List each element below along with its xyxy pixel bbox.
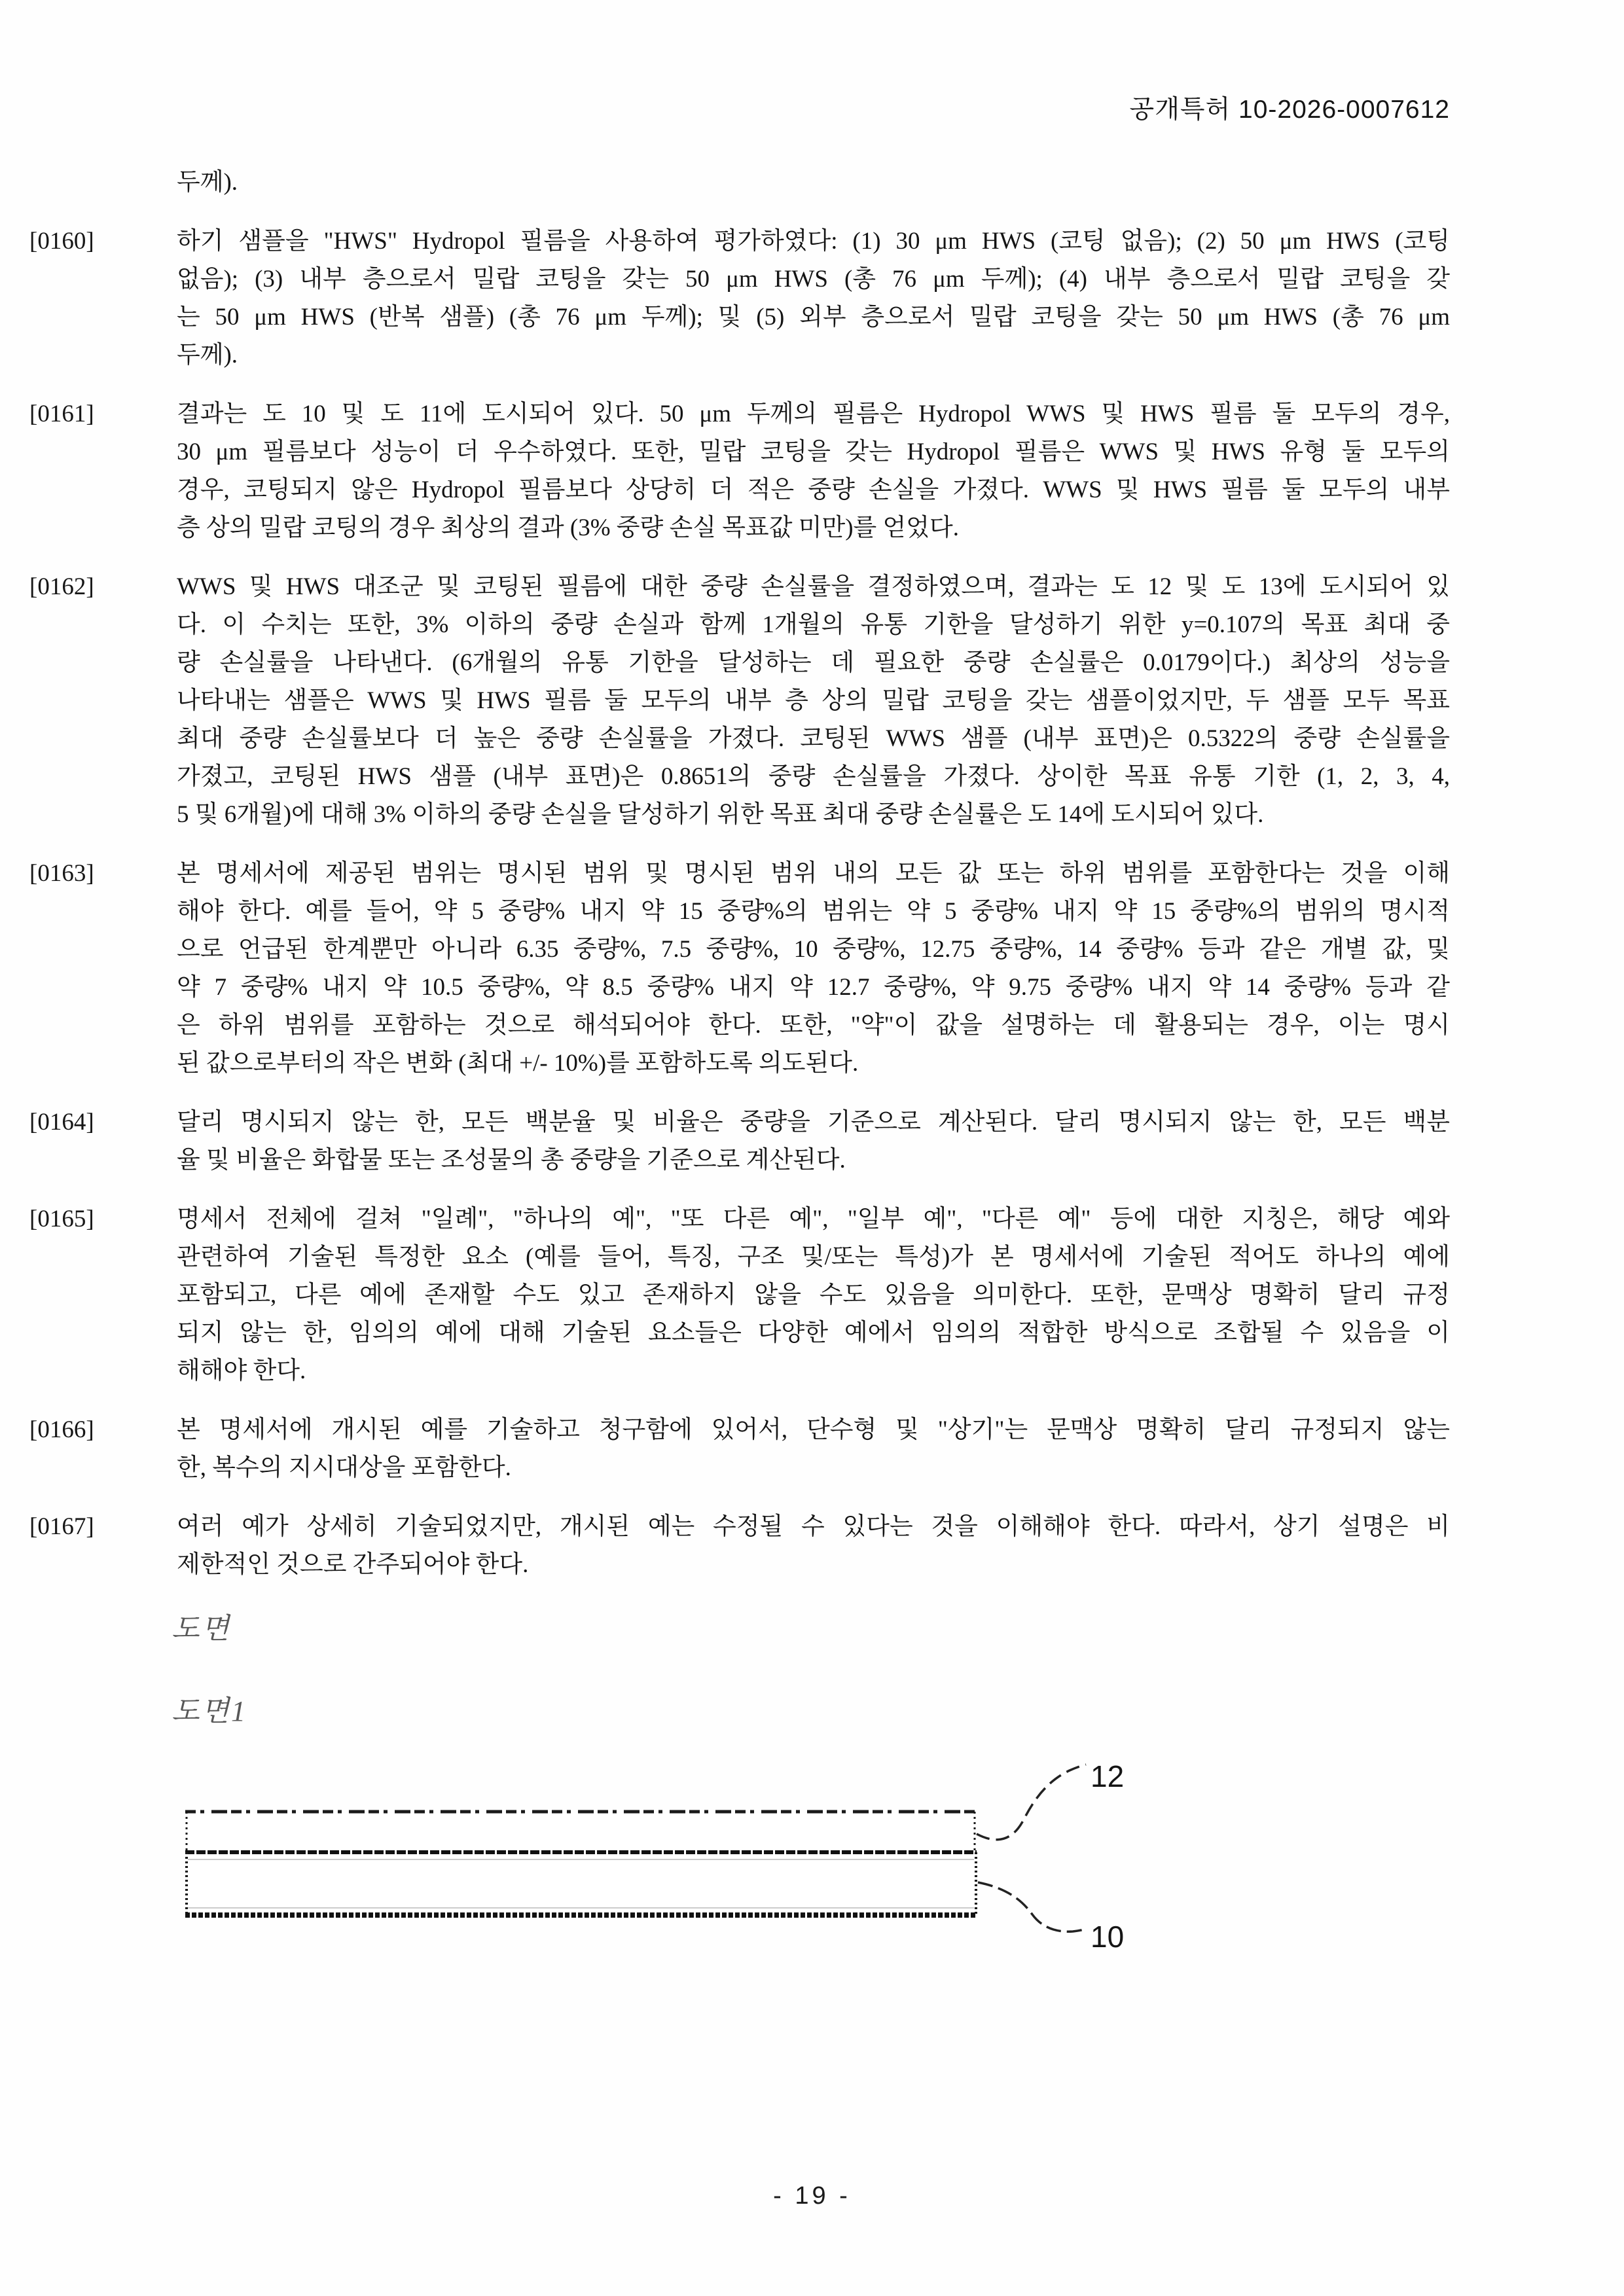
paragraph	[29, 1200, 1450, 1390]
paragraph-line: 량 손실률을 나타낸다. (6개월의 유통 기한을 달성하는 데 필요한 중량 손실률은 0.0179이다.) 최상의 성능을	[177, 649, 1450, 676]
paragraph	[29, 1411, 1450, 1487]
paragraph-line: 본 명세서에 제공된 범위는 명시된 범위 및 명시된 범위 내의 모든 값 또는 하위 범위를 포함한다는 것을 이해	[177, 860, 1450, 887]
paragraph-text	[177, 223, 1450, 374]
paragraph-text	[177, 164, 1450, 202]
paragraph	[29, 1508, 1450, 1584]
paragraph-number: [0162]	[29, 573, 94, 600]
paragraph-text	[177, 568, 1450, 834]
paragraph-line: 30 μm 필름보다 성능이 더 우수하였다. 또한, 밀랍 코팅을 갖는 Hydropol 필름은 WWS 및 HWS 유형 둘 모두의	[177, 439, 1450, 465]
paragraph-line: 되지 않는 한, 임의의 예에 대해 기술된 요소들은 다양한 예에서 임의의 적합한 방식으로 조합될 수 있음을 이	[177, 1319, 1450, 1346]
paragraph-line: 명세서 전체에 걸쳐 "일례", "하나의 예", "또 다른 예", "일부 예", "다른 예" 등에 대한 지칭은, 해당 예와	[177, 1206, 1450, 1232]
paragraph-line: 두께).	[177, 342, 238, 368]
paragraph-line: 5 및 6개월)에 대해 3% 이하의 중량 손실을 달성하기 위한 목표 최대 중량 손실률은 도 14에 도시되어 있다.	[177, 801, 1264, 828]
page-number: - 19 -	[773, 2182, 851, 2210]
paragraph-line: WWS 및 HWS 대조군 및 코팅된 필름에 대한 중량 손실률을 결정하였으며, 결과는 도 12 및 도 13에 도시되어 있	[177, 573, 1450, 600]
paragraph	[29, 568, 1450, 834]
paragraph-line: 없음); (3) 내부 층으로서 밀랍 코팅을 갖는 50 μm HWS (총 76 μm 두께); (4) 내부 층으로서 밀랍 코팅을 갖	[177, 266, 1450, 293]
paragraph	[29, 855, 1450, 1083]
paragraph-line: 한, 복수의 지시대상을 포함한다.	[177, 1454, 511, 1481]
paragraph-number: [0167]	[29, 1513, 94, 1540]
paragraph	[29, 1103, 1450, 1179]
paragraph	[29, 223, 1450, 374]
paragraph-line: 달리 명시되지 않는 한, 모든 백분율 및 비율은 중량을 기준으로 계산된다. 달리 명시되지 않는 한, 모든 백분	[177, 1109, 1450, 1136]
paragraph-number: [0166]	[29, 1416, 94, 1443]
paragraph-line: 결과는 도 10 및 도 11에 도시되어 있다. 50 μm 두께의 필름은 Hydropol WWS 및 HWS 필름 둘 모두의 경우,	[177, 401, 1450, 427]
paragraph-line: 포함되고, 다른 예에 존재할 수도 있고 존재하지 않을 수도 있음을 의미한다. 또한, 문맥상 명확히 달리 규정	[177, 1282, 1450, 1308]
paragraph-text	[177, 395, 1450, 547]
paragraph-text	[177, 1103, 1450, 1179]
figure1-layer-drawing	[131, 1702, 1244, 1996]
paragraph-line: 해해야 한다.	[177, 1357, 306, 1384]
paragraph-line: 층 상의 밀랍 코팅의 경우 최상의 결과 (3% 중량 손실 목표값 미만)를 얻었다.	[177, 514, 959, 541]
paragraph-line: 율 및 비율은 화합물 또는 조성물의 총 중량을 기준으로 계산된다.	[177, 1147, 846, 1174]
paragraph-line: 두께).	[177, 169, 238, 196]
paragraph-list	[29, 164, 1450, 1605]
publication-number: 공개특허 10-2026-0007612	[1129, 96, 1450, 124]
figure1-label: 도면1	[171, 1695, 248, 1727]
paragraph-line: 나타내는 샘플은 WWS 및 HWS 필름 둘 모두의 내부 층 상의 밀랍 코팅을 갖는 샘플이었지만, 두 샘플 모두 목표	[177, 687, 1450, 714]
paragraph-text	[177, 1411, 1450, 1487]
paragraph-number: [0163]	[29, 860, 94, 887]
paragraph-number: [0160]	[29, 228, 94, 255]
paragraph-number: [0165]	[29, 1206, 94, 1232]
paragraph-line: 최대 중량 손실률보다 더 높은 중량 손실률을 가졌다. 코팅된 WWS 샘플 (내부 표면)은 0.5322의 중량 손실률을	[177, 725, 1450, 752]
paragraph-line: 된 값으로부터의 작은 변화 (최대 +/- 10%)를 포함하도록 의도된다.	[177, 1050, 859, 1077]
paragraph-number: [0161]	[29, 401, 94, 427]
paragraph-text	[177, 855, 1450, 1083]
paragraph-number: [0164]	[29, 1109, 94, 1136]
paragraph-line: 해야 한다. 예를 들어, 약 5 중량% 내지 약 15 중량%의 범위는 약 5 중량% 내지 약 15 중량%의 범위의 명시적	[177, 898, 1450, 925]
paragraph-line: 하기 샘플을 "HWS" Hydropol 필름을 사용하여 평가하였다: (1) 30 μm HWS (코팅 없음); (2) 50 μm HWS (코팅	[177, 228, 1450, 255]
paragraph-line: 경우, 코팅되지 않은 Hydropol 필름보다 상당히 더 적은 중량 손실을 가졌다. WWS 및 HWS 필름 둘 모두의 내부	[177, 476, 1450, 503]
paragraph-line: 다. 이 수치는 또한, 3% 이하의 중량 손실과 함께 1개월의 유통 기한을 달성하기 위한 y=0.107의 목표 최대 중	[177, 611, 1450, 638]
paragraph-line: 여러 예가 상세히 기술되었지만, 개시된 예는 수정될 수 있다는 것을 이해해야 한다. 따라서, 상기 설명은 비	[177, 1513, 1450, 1540]
paragraph-line: 제한적인 것으로 간주되어야 한다.	[177, 1551, 529, 1578]
paragraph-line: 약 7 중량% 내지 약 10.5 중량%, 약 8.5 중량% 내지 약 12.7 중량%, 약 9.75 중량% 내지 약 14 중량% 등과 같	[177, 974, 1450, 1001]
paragraph	[29, 395, 1450, 547]
leader-line-10	[978, 1882, 1086, 1931]
paragraph-line: 으로 언급된 한계뿐만 아니라 6.35 중량%, 7.5 중량%, 10 중량%, 12.75 중량%, 14 중량% 등과 같은 개별 값, 및	[177, 936, 1450, 963]
figure-body	[187, 1813, 975, 1914]
ref-numeral-10: 10	[1091, 1920, 1125, 1954]
paragraph-line: 본 명세서에 개시된 예를 기술하고 청구함에 있어서, 단수형 및 "상기"는 문맥상 명확히 달리 규정되지 않는	[177, 1416, 1450, 1443]
paragraph-line: 가졌고, 코팅된 HWS 샘플 (내부 표면)은 0.8651의 중량 손실률을 가졌다. 상이한 목표 유통 기한 (1, 2, 3, 4,	[177, 763, 1450, 790]
paragraph-line: 는 50 μm HWS (반복 샘플) (총 76 μm 두께); 및 (5) 외부 층으로서 밀랍 코팅을 갖는 50 μm HWS (총 76 μm	[177, 304, 1450, 331]
ref-numeral-12: 12	[1091, 1759, 1125, 1793]
paragraph	[29, 164, 1450, 202]
leader-line-12	[977, 1765, 1086, 1840]
paragraph-line: 관련하여 기술된 특정한 요소 (예를 들어, 특징, 구조 및/또는 특성)가 본 명세서에 기술된 적어도 하나의 예에	[177, 1244, 1450, 1270]
paragraph-line: 은 하위 범위를 포함하는 것으로 해석되어야 한다. 또한, "약"이 값을 설명하는 데 활용되는 경우, 이는 명시	[177, 1012, 1450, 1039]
paragraph-text	[177, 1508, 1450, 1584]
paragraph-number	[29, 164, 177, 202]
figures-section-label: 도면	[171, 1613, 232, 1645]
paragraph-text	[177, 1200, 1450, 1390]
